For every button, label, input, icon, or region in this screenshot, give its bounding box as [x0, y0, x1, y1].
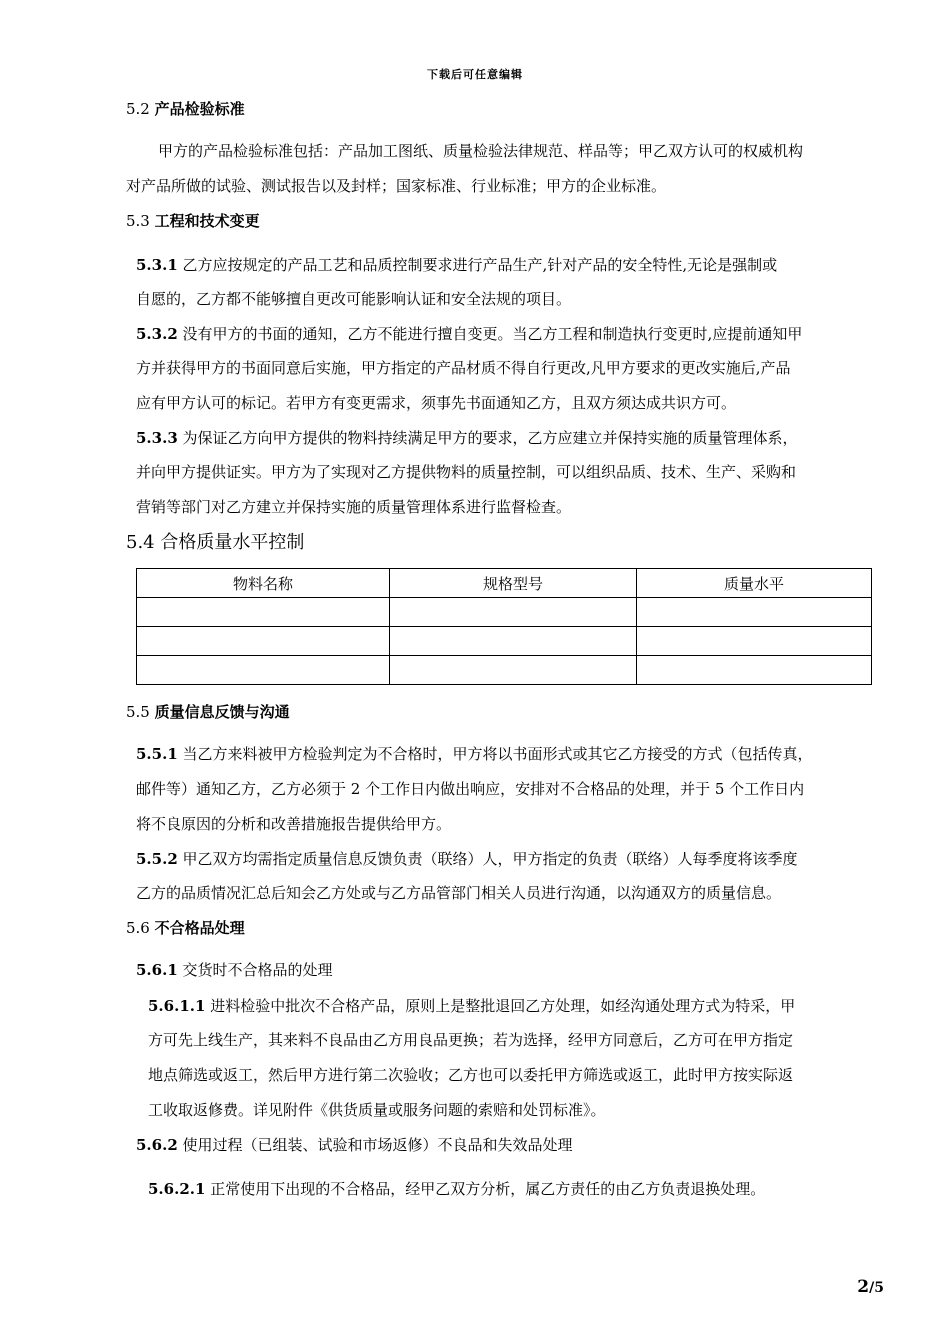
section-number: 5.2 — [126, 100, 150, 118]
table-cell — [137, 598, 390, 627]
table-header-cell: 质量水平 — [637, 569, 872, 598]
clause-5-6-1 — [136, 960, 333, 980]
clause-5-6-2 — [136, 1135, 573, 1155]
clause-number: 5.3.3 — [136, 429, 178, 447]
section-title: 质量信息反馈与沟通 — [154, 703, 290, 721]
clause-5-5-2 — [136, 849, 798, 869]
total-pages: 5 — [874, 1280, 884, 1296]
clause-number: 5.5.2 — [136, 850, 178, 868]
clause-5-6-2-1 — [148, 1179, 765, 1199]
clause-text: 交货时不合格品的处理 — [182, 961, 333, 979]
table-cell — [390, 627, 637, 656]
table-row — [137, 656, 872, 685]
clause-text: 当乙方来料被甲方检验判定为不合格时，甲方将以书面形式或其它乙方接受的方式（包括传真， — [182, 745, 813, 763]
paragraph-line: 甲方的产品检验标准包括：产品加工图纸、质量检验法律规范、样品等；甲乙双方认可的权威机构 — [158, 142, 804, 160]
clause-text: 进料检验中批次不合格产品，原则上是整批退回乙方处理，如经沟通处理方式为特采，甲 — [210, 997, 796, 1015]
page-separator: / — [869, 1280, 875, 1296]
paragraph-line: 邮件等）通知乙方，乙方必须于 2 个工作日内做出响应，安排对不合格品的处理，并于 5 个工作日内 — [136, 780, 805, 798]
section-5-3-heading — [126, 211, 260, 231]
section-title: 不合格品处理 — [154, 919, 245, 937]
table-cell — [390, 656, 637, 685]
current-page: 2 — [857, 1277, 870, 1297]
section-title: 工程和技术变更 — [154, 212, 260, 230]
paragraph-line: 对产品所做的试验、测试报告以及封样；国家标准、行业标准；甲方的企业标准。 — [126, 177, 667, 195]
table-cell — [637, 598, 872, 627]
page-header: 下载后可任意编辑 — [427, 68, 523, 81]
clause-text: 甲乙双方均需指定质量信息反馈负责（联络）人，甲方指定的负责（联络）人每季度将该季度 — [182, 850, 798, 868]
section-title: 产品检验标准 — [154, 100, 245, 118]
table-header-cell: 物料名称 — [137, 569, 390, 598]
paragraph-line: 工收取返修费。详见附件《供货质量或服务问题的索赔和处罚标准》。 — [148, 1101, 606, 1119]
clause-text: 乙方应按规定的产品工艺和品质控制要求进行产品生产,针对产品的安全特性,无论是强制或 — [182, 256, 778, 274]
clause-text: 正常使用下出现的不合格品，经甲乙双方分析，属乙方责任的由乙方负责退换处理。 — [210, 1180, 766, 1198]
paragraph-line: 应有甲方认可的标记。若甲方有变更需求，须事先书面通知乙方，且双方须达成共识方可。 — [136, 394, 737, 412]
clause-5-6-1-1 — [148, 996, 795, 1016]
section-number: 5.3 — [126, 212, 150, 230]
paragraph-line: 将不良原因的分析和改善措施报告提供给甲方。 — [136, 815, 452, 833]
clause-text: 使用过程（已组装、试验和市场返修）不良品和失效品处理 — [182, 1136, 573, 1154]
section-number: 5.6 — [126, 919, 150, 937]
table-header-cell: 规格型号 — [390, 569, 637, 598]
table-row — [137, 627, 872, 656]
clause-5-3-3 — [136, 428, 798, 448]
table-row — [137, 598, 872, 627]
clause-text: 为保证乙方向甲方提供的物料持续满足甲方的要求，乙方应建立并保持实施的质量管理体系， — [182, 429, 798, 447]
section-5-2-heading — [126, 99, 245, 119]
clause-text: 没有甲方的书面的通知，乙方不能进行擅自变更。当乙方工程和制造执行变更时,应提前通知甲 — [182, 325, 803, 343]
section-5-6-heading — [126, 918, 245, 938]
quality-level-table — [136, 568, 872, 685]
section-5-4-heading: 5.4 合格质量水平控制 — [126, 532, 305, 553]
paragraph-line: 方可先上线生产，其来料不良品由乙方用良品更换；若为选择，经甲方同意后，乙方可在甲方指定 — [148, 1031, 794, 1049]
clause-number: 5.3.1 — [136, 256, 178, 274]
page-number — [857, 1277, 884, 1297]
section-5-5-heading — [126, 702, 290, 722]
clause-number: 5.6.2.1 — [148, 1180, 206, 1198]
clause-number: 5.6.2 — [136, 1136, 178, 1154]
clause-number: 5.5.1 — [136, 745, 178, 763]
paragraph-line: 地点筛选或返工，然后甲方进行第二次验收；乙方也可以委托甲方筛选或返工，此时甲方按实际返 — [148, 1066, 794, 1084]
clause-5-3-1 — [136, 255, 777, 275]
table-header-row — [137, 569, 872, 598]
paragraph-line: 自愿的，乙方都不能够擅自更改可能影响认证和安全法规的项目。 — [136, 290, 572, 308]
paragraph-line: 方并获得甲方的书面同意后实施，甲方指定的产品材质不得自行更改,凡甲方要求的更改实施后,产品 — [136, 359, 791, 377]
clause-number: 5.6.1.1 — [148, 997, 206, 1015]
table-cell — [390, 598, 637, 627]
paragraph-line: 营销等部门对乙方建立并保持实施的质量管理体系进行监督检查。 — [136, 498, 572, 516]
table-cell — [637, 656, 872, 685]
table-cell — [137, 627, 390, 656]
clause-5-3-2 — [136, 324, 802, 344]
table-cell — [637, 627, 872, 656]
section-number: 5.5 — [126, 703, 150, 721]
paragraph-line: 乙方的品质情况汇总后知会乙方处或与乙方品管部门相关人员进行沟通，以沟通双方的质量信息。 — [136, 884, 782, 902]
clause-5-5-1 — [136, 744, 813, 764]
table-cell — [137, 656, 390, 685]
clause-number: 5.6.1 — [136, 961, 178, 979]
paragraph-line: 并向甲方提供证实。甲方为了实现对乙方提供物料的质量控制，可以组织品质、技术、生产、采购和 — [136, 463, 797, 481]
clause-number: 5.3.2 — [136, 325, 178, 343]
